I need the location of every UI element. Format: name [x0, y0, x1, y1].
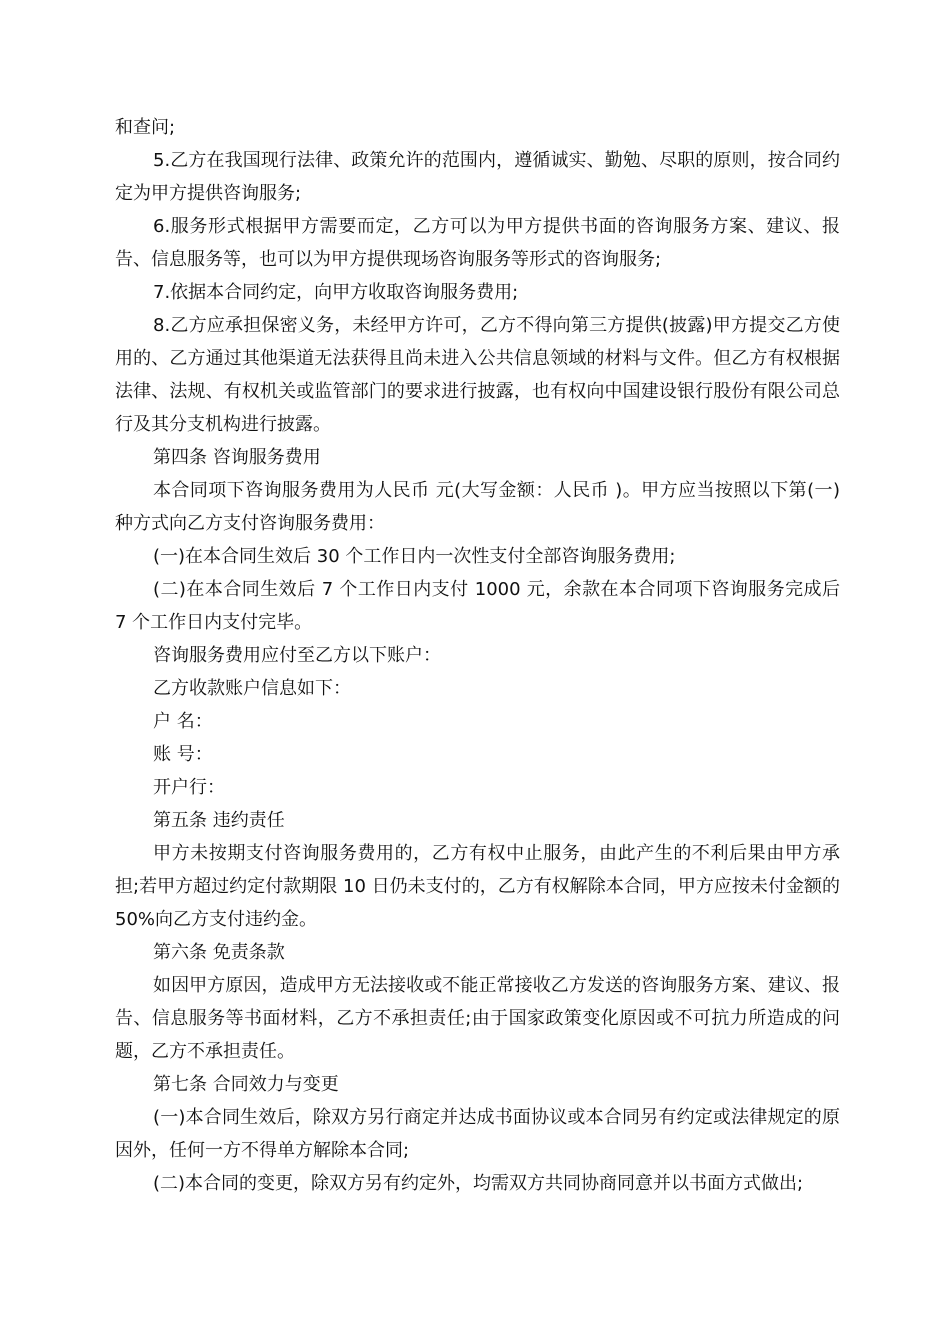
- paragraph: 乙方收款账户信息如下：: [153, 678, 351, 699]
- paragraph: (二)本合同的变更，除双方另有约定外，均需双方共同协商同意并以书面方式做出;: [153, 1173, 804, 1194]
- section-heading: 第五条 违约责任: [153, 810, 285, 831]
- paragraph: 咨询服务费用应付至乙方以下账户：: [153, 645, 441, 666]
- section-heading: 第四条 咨询服务费用: [153, 447, 321, 468]
- paragraph: (一)在本合同生效后 30 个工作日内一次性支付全部咨询服务费用;: [153, 546, 676, 567]
- paragraph: (一)本合同生效后，除双方另行商定并达成书面协议或本合同另有约定或法律规定的原因外，任何一方不得单方解除本合同;: [115, 1107, 840, 1161]
- section-heading: 第七条 合同效力与变更: [153, 1074, 339, 1095]
- account-name-field: 户 名：: [153, 711, 213, 732]
- bank-field: 开户行：: [153, 777, 225, 798]
- paragraph: 本合同项下咨询服务费用为人民币 元(大写金额：人民币 )。甲方应当按照以下第(一) 种方式向乙方支付咨询服务费用：: [115, 480, 840, 534]
- paragraph: 7.依据本合同约定，向甲方收取咨询服务费用;: [153, 282, 519, 303]
- paragraph: 甲方未按期支付咨询服务费用的，乙方有权中止服务，由此产生的不利后果由甲方承担;若甲方超过约定付款期限 10 日仍未支付的，乙方有权解除本合同，甲方应按未付金额的 50%向乙方支付违约金。: [115, 843, 840, 930]
- section-heading: 第六条 免责条款: [153, 942, 285, 963]
- account-number-field: 账 号：: [153, 744, 213, 765]
- paragraph: 8.乙方应承担保密义务，未经甲方许可，乙方不得向第三方提供(披露)甲方提交乙方使用的、乙方通过其他渠道无法获得且尚未进入公共信息领域的材料与文件。但乙方有权根据法律、法规、有权机关或监管部门的要求进行披露，也有权向中国建设银行股份有限公司总行及其分支机构进行披露。: [115, 315, 840, 435]
- paragraph: 和查问;: [115, 117, 176, 138]
- paragraph: 如因甲方原因，造成甲方无法接收或不能正常接收乙方发送的咨询服务方案、建议、报告、信息服务等书面材料，乙方不承担责任;由于国家政策变化原因或不可抗力所造成的问题，乙方不承担责任。: [115, 975, 840, 1062]
- paragraph: (二)在本合同生效后 7 个工作日内支付 1000 元，余款在本合同项下咨询服务完成后 7 个工作日内支付完毕。: [115, 579, 840, 633]
- paragraph: 5.乙方在我国现行法律、政策允许的范围内，遵循诚实、勤勉、尽职的原则，按合同约定为甲方提供咨询服务;: [115, 150, 840, 204]
- document-body: [115, 111, 840, 1200]
- paragraph: 6.服务形式根据甲方需要而定，乙方可以为甲方提供书面的咨询服务方案、建议、报告、信息服务等，也可以为甲方提供现场咨询服务等形式的咨询服务;: [115, 216, 840, 270]
